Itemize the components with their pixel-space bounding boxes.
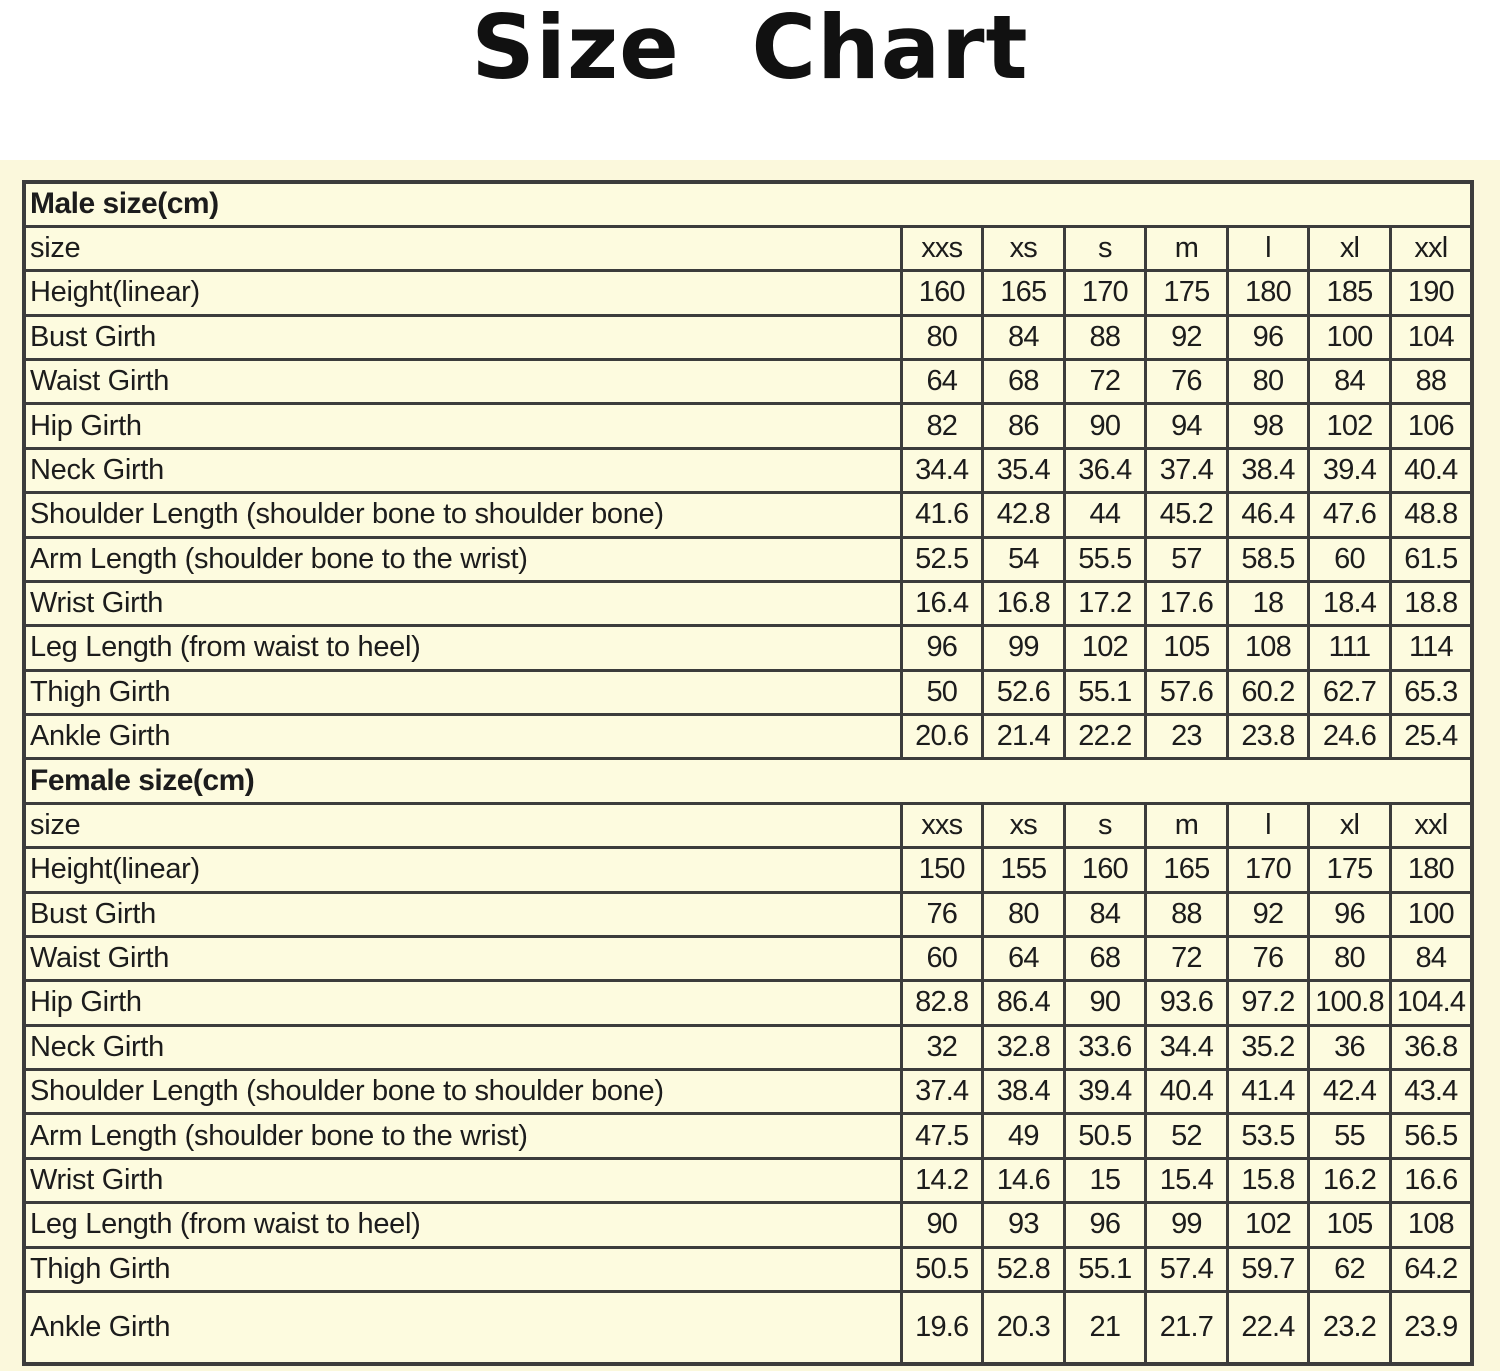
size-value-cell: 99 [983, 626, 1065, 670]
size-value-cell: 80 [1309, 936, 1391, 980]
size-value-cell: 62.7 [1309, 670, 1391, 714]
size-value-cell: 64 [901, 360, 983, 404]
table-row [24, 981, 1472, 1025]
size-value-cell: 19.6 [901, 1291, 983, 1364]
row-label: size [24, 803, 901, 847]
row-label: Shoulder Length (shoulder bone to shoulder bone) [24, 493, 901, 537]
size-value-cell: xl [1309, 226, 1391, 270]
table-row [24, 271, 1472, 315]
size-value-cell: 56.5 [1390, 1114, 1472, 1158]
row-label: Leg Length (from waist to heel) [24, 1203, 901, 1247]
table-row [24, 936, 1472, 980]
size-value-cell: 40.4 [1390, 448, 1472, 492]
size-value-cell: 48.8 [1390, 493, 1472, 537]
size-value-cell: 84 [983, 315, 1065, 359]
table-row [24, 803, 1472, 847]
size-value-cell: 49 [983, 1114, 1065, 1158]
size-value-cell: 68 [983, 360, 1065, 404]
table-row [24, 892, 1472, 936]
size-value-cell: 35.4 [983, 448, 1065, 492]
row-label: Bust Girth [24, 892, 901, 936]
size-value-cell: 47.6 [1309, 493, 1391, 537]
size-value-cell: 55.1 [1064, 670, 1146, 714]
table-row [24, 670, 1472, 714]
size-value-cell: 102 [1064, 626, 1146, 670]
size-value-cell: 33.6 [1064, 1025, 1146, 1069]
row-label: Height(linear) [24, 848, 901, 892]
size-value-cell: 160 [901, 271, 983, 315]
section-header-row [24, 182, 1472, 226]
size-value-cell: 37.4 [1146, 448, 1228, 492]
size-value-cell: 170 [1064, 271, 1146, 315]
size-value-cell: 39.4 [1064, 1070, 1146, 1114]
row-label: Wrist Girth [24, 1158, 901, 1202]
size-value-cell: 102 [1309, 404, 1391, 448]
size-value-cell: 76 [901, 892, 983, 936]
row-label: Hip Girth [24, 404, 901, 448]
size-value-cell: 16.4 [901, 581, 983, 625]
table-row [24, 1070, 1472, 1114]
table-row [24, 1247, 1472, 1291]
size-value-cell: 36.4 [1064, 448, 1146, 492]
row-label: Waist Girth [24, 360, 901, 404]
size-value-cell: 84 [1390, 936, 1472, 980]
size-value-cell: 88 [1146, 892, 1228, 936]
size-value-cell: 57.4 [1146, 1247, 1228, 1291]
row-label: Neck Girth [24, 448, 901, 492]
size-value-cell: 104.4 [1390, 981, 1472, 1025]
table-row [24, 1114, 1472, 1158]
section-header-row [24, 759, 1472, 803]
size-value-cell: 22.2 [1064, 715, 1146, 759]
page-title: Size Chart [471, 0, 1029, 99]
size-value-cell: 60 [1309, 537, 1391, 581]
size-value-cell: 45.2 [1146, 493, 1228, 537]
table-row [24, 360, 1472, 404]
size-value-cell: 80 [983, 892, 1065, 936]
size-value-cell: 41.6 [901, 493, 983, 537]
size-value-cell: 100 [1309, 315, 1391, 359]
table-row [24, 715, 1472, 759]
size-value-cell: 35.2 [1227, 1025, 1309, 1069]
size-value-cell: 102 [1227, 1203, 1309, 1247]
size-value-cell: 43.4 [1390, 1070, 1472, 1114]
size-value-cell: 57 [1146, 537, 1228, 581]
row-label: Shoulder Length (shoulder bone to shoulder bone) [24, 1070, 901, 1114]
size-value-cell: 36 [1309, 1025, 1391, 1069]
row-label: Waist Girth [24, 936, 901, 980]
size-value-cell: 97.2 [1227, 981, 1309, 1025]
size-value-cell: 105 [1146, 626, 1228, 670]
size-value-cell: 93 [983, 1203, 1065, 1247]
size-value-cell: 105 [1309, 1203, 1391, 1247]
size-value-cell: 96 [901, 626, 983, 670]
size-value-cell: 64.2 [1390, 1247, 1472, 1291]
size-value-cell: 25.4 [1390, 715, 1472, 759]
row-label: Neck Girth [24, 1025, 901, 1069]
table-row [24, 1158, 1472, 1202]
table-row [24, 1025, 1472, 1069]
row-label: Arm Length (shoulder bone to the wrist) [24, 537, 901, 581]
size-value-cell: xl [1309, 803, 1391, 847]
row-label: Arm Length (shoulder bone to the wrist) [24, 1114, 901, 1158]
size-value-cell: 175 [1146, 271, 1228, 315]
row-label: Thigh Girth [24, 670, 901, 714]
size-value-cell: 23.2 [1309, 1291, 1391, 1364]
size-value-cell: 92 [1146, 315, 1228, 359]
size-value-cell: 52 [1146, 1114, 1228, 1158]
table-row [24, 581, 1472, 625]
size-value-cell: xxl [1390, 803, 1472, 847]
size-value-cell: 57.6 [1146, 670, 1228, 714]
size-value-cell: 88 [1390, 360, 1472, 404]
size-value-cell: 86.4 [983, 981, 1065, 1025]
size-value-cell: 88 [1064, 315, 1146, 359]
size-value-cell: 62 [1309, 1247, 1391, 1291]
size-value-cell: 20.6 [901, 715, 983, 759]
size-chart-panel [0, 160, 1500, 1371]
size-value-cell: 14.2 [901, 1158, 983, 1202]
size-value-cell: 108 [1390, 1203, 1472, 1247]
size-value-cell: 61.5 [1390, 537, 1472, 581]
size-value-cell: 52.8 [983, 1247, 1065, 1291]
size-value-cell: 18.4 [1309, 581, 1391, 625]
size-value-cell: 55 [1309, 1114, 1391, 1158]
size-value-cell: m [1146, 226, 1228, 270]
size-value-cell: xxs [901, 803, 983, 847]
size-value-cell: 96 [1309, 892, 1391, 936]
size-value-cell: 58.5 [1227, 537, 1309, 581]
size-value-cell: 18 [1227, 581, 1309, 625]
size-value-cell: 50 [901, 670, 983, 714]
size-value-cell: 80 [901, 315, 983, 359]
size-value-cell: 185 [1309, 271, 1391, 315]
size-value-cell: 47.5 [901, 1114, 983, 1158]
size-value-cell: 72 [1064, 360, 1146, 404]
table-row [24, 537, 1472, 581]
size-value-cell: 165 [1146, 848, 1228, 892]
size-value-cell: 18.8 [1390, 581, 1472, 625]
size-value-cell: 32 [901, 1025, 983, 1069]
size-value-cell: 150 [901, 848, 983, 892]
size-value-cell: l [1227, 226, 1309, 270]
size-value-cell: 15.4 [1146, 1158, 1228, 1202]
size-value-cell: xs [983, 226, 1065, 270]
size-value-cell: 17.6 [1146, 581, 1228, 625]
size-value-cell: 42.8 [983, 493, 1065, 537]
size-value-cell: 90 [1064, 404, 1146, 448]
size-value-cell: 155 [983, 848, 1065, 892]
section-heading: Female size(cm) [24, 759, 1472, 803]
size-value-cell: 106 [1390, 404, 1472, 448]
table-row [24, 626, 1472, 670]
size-value-cell: 60.2 [1227, 670, 1309, 714]
size-value-cell: 111 [1309, 626, 1391, 670]
size-value-cell: 34.4 [1146, 1025, 1228, 1069]
size-value-cell: 64 [983, 936, 1065, 980]
size-value-cell: 68 [1064, 936, 1146, 980]
size-value-cell: xs [983, 803, 1065, 847]
table-row [24, 1203, 1472, 1247]
table-row [24, 448, 1472, 492]
size-value-cell: 165 [983, 271, 1065, 315]
size-value-cell: 180 [1227, 271, 1309, 315]
size-value-cell: 37.4 [901, 1070, 983, 1114]
table-row [24, 493, 1472, 537]
size-value-cell: 84 [1064, 892, 1146, 936]
size-value-cell: 54 [983, 537, 1065, 581]
size-value-cell: 100 [1390, 892, 1472, 936]
size-value-cell: 44 [1064, 493, 1146, 537]
size-value-cell: 114 [1390, 626, 1472, 670]
row-label: Wrist Girth [24, 581, 901, 625]
size-value-cell: 84 [1309, 360, 1391, 404]
row-label: Thigh Girth [24, 1247, 901, 1291]
size-value-cell: 90 [901, 1203, 983, 1247]
size-value-cell: 23.8 [1227, 715, 1309, 759]
size-value-cell: 180 [1390, 848, 1472, 892]
size-value-cell: 38.4 [1227, 448, 1309, 492]
size-value-cell: 76 [1227, 936, 1309, 980]
size-value-cell: 41.4 [1227, 1070, 1309, 1114]
table-row [24, 226, 1472, 270]
size-value-cell: 175 [1309, 848, 1391, 892]
size-value-cell: 104 [1390, 315, 1472, 359]
size-value-cell: 20.3 [983, 1291, 1065, 1364]
size-value-cell: 21.4 [983, 715, 1065, 759]
size-value-cell: 38.4 [983, 1070, 1065, 1114]
size-value-cell: 80 [1227, 360, 1309, 404]
size-value-cell: 42.4 [1309, 1070, 1391, 1114]
size-value-cell: 40.4 [1146, 1070, 1228, 1114]
size-value-cell: 16.6 [1390, 1158, 1472, 1202]
size-value-cell: 98 [1227, 404, 1309, 448]
size-value-cell: xxs [901, 226, 983, 270]
size-value-cell: 23.9 [1390, 1291, 1472, 1364]
size-value-cell: 160 [1064, 848, 1146, 892]
size-value-cell: 108 [1227, 626, 1309, 670]
size-value-cell: 50.5 [1064, 1114, 1146, 1158]
size-value-cell: m [1146, 803, 1228, 847]
section-heading: Male size(cm) [24, 182, 1472, 226]
size-value-cell: 24.6 [1309, 715, 1391, 759]
size-value-cell: 190 [1390, 271, 1472, 315]
size-value-cell: 59.7 [1227, 1247, 1309, 1291]
size-value-cell: 22.4 [1227, 1291, 1309, 1364]
row-label: Bust Girth [24, 315, 901, 359]
size-value-cell: 82.8 [901, 981, 983, 1025]
size-value-cell: 21 [1064, 1291, 1146, 1364]
size-value-cell: 15.8 [1227, 1158, 1309, 1202]
size-value-cell: 99 [1146, 1203, 1228, 1247]
size-value-cell: 16.2 [1309, 1158, 1391, 1202]
size-value-cell: 96 [1227, 315, 1309, 359]
table-row [24, 404, 1472, 448]
size-value-cell: 14.6 [983, 1158, 1065, 1202]
table-row [24, 1291, 1472, 1364]
row-label: size [24, 226, 901, 270]
size-value-cell: 17.2 [1064, 581, 1146, 625]
size-value-cell: 16.8 [983, 581, 1065, 625]
size-value-cell: 72 [1146, 936, 1228, 980]
size-value-cell: 90 [1064, 981, 1146, 1025]
table-row [24, 848, 1472, 892]
size-value-cell: 50.5 [901, 1247, 983, 1291]
size-value-cell: 21.7 [1146, 1291, 1228, 1364]
size-value-cell: 170 [1227, 848, 1309, 892]
size-value-cell: 86 [983, 404, 1065, 448]
size-value-cell: 93.6 [1146, 981, 1228, 1025]
size-table [22, 180, 1474, 1366]
size-value-cell: 39.4 [1309, 448, 1391, 492]
size-value-cell: s [1064, 803, 1146, 847]
size-value-cell: 46.4 [1227, 493, 1309, 537]
size-value-cell: 32.8 [983, 1025, 1065, 1069]
size-value-cell: 55.5 [1064, 537, 1146, 581]
size-value-cell: 52.5 [901, 537, 983, 581]
row-label: Height(linear) [24, 271, 901, 315]
size-value-cell: 100.8 [1309, 981, 1391, 1025]
size-value-cell: 53.5 [1227, 1114, 1309, 1158]
size-value-cell: 52.6 [983, 670, 1065, 714]
size-value-cell: 34.4 [901, 448, 983, 492]
size-table-body [24, 182, 1472, 1364]
row-label: Ankle Girth [24, 1291, 901, 1364]
table-row [24, 315, 1472, 359]
size-value-cell: 15 [1064, 1158, 1146, 1202]
size-value-cell: 82 [901, 404, 983, 448]
size-value-cell: 36.8 [1390, 1025, 1472, 1069]
size-value-cell: l [1227, 803, 1309, 847]
size-value-cell: 55.1 [1064, 1247, 1146, 1291]
size-value-cell: xxl [1390, 226, 1472, 270]
row-label: Leg Length (from waist to heel) [24, 626, 901, 670]
row-label: Ankle Girth [24, 715, 901, 759]
size-value-cell: 60 [901, 936, 983, 980]
size-value-cell: 23 [1146, 715, 1228, 759]
size-value-cell: 76 [1146, 360, 1228, 404]
size-value-cell: 94 [1146, 404, 1228, 448]
row-label: Hip Girth [24, 981, 901, 1025]
size-value-cell: 92 [1227, 892, 1309, 936]
size-value-cell: 65.3 [1390, 670, 1472, 714]
size-value-cell: s [1064, 226, 1146, 270]
size-value-cell: 96 [1064, 1203, 1146, 1247]
